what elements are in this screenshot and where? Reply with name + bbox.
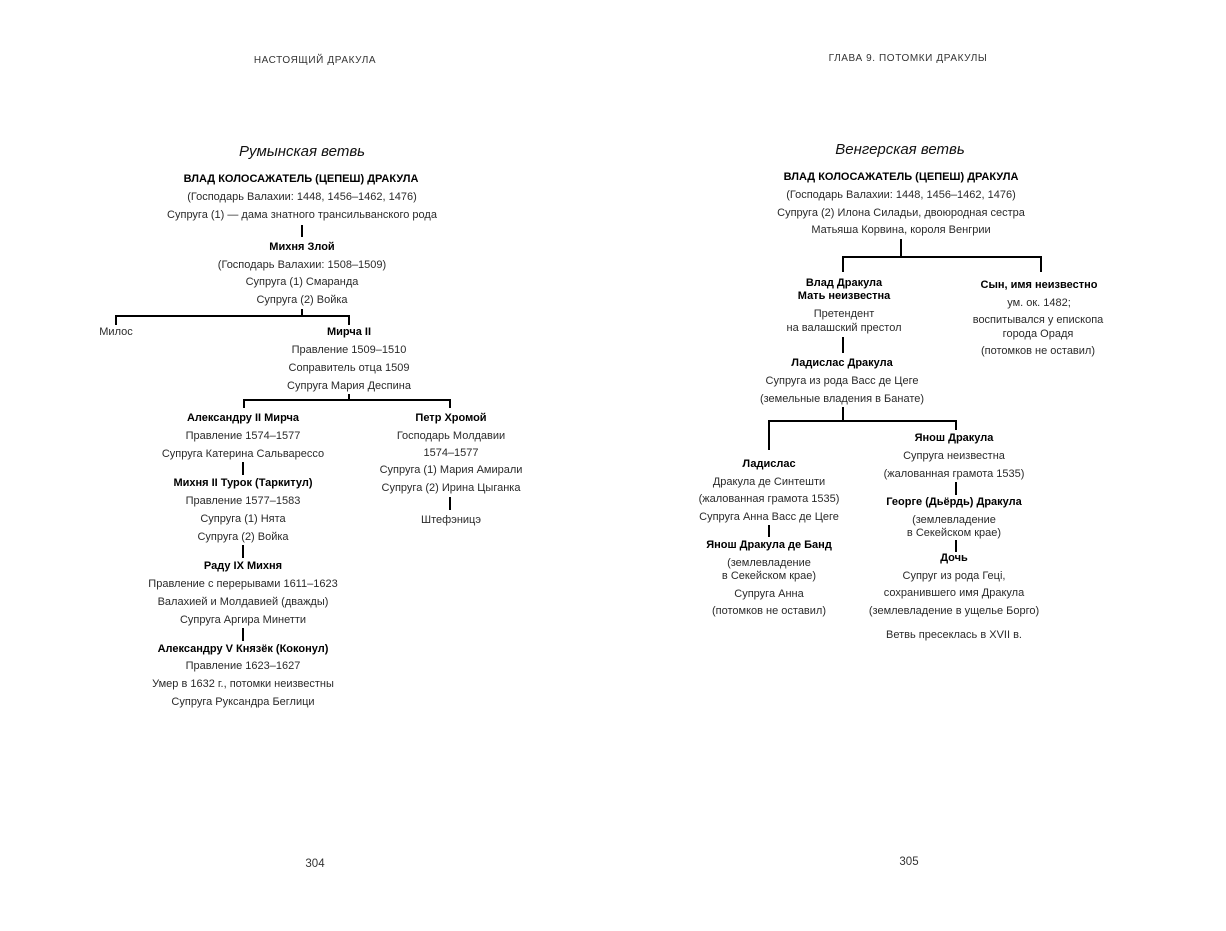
mihnea2-reign: Правление 1577–1583 [185,495,301,507]
janos-charter: (жалованная грамота 1535) [883,468,1025,480]
connector-horizontal [768,420,957,422]
vlad-reign: (Господарь Валахии: 1448, 1456–1462, 1476) [187,191,417,203]
ladislas-lands: (земельные владения в Банате) [759,393,925,405]
gyorgy-lands-cont: в Секейском крае) [906,527,1002,539]
running-header-left: НАСТОЯЩИЙ ДРАКУЛА [253,55,377,66]
daughter-name: Дочь [940,552,968,564]
daughter-lands: (землевладение в ущелье Борго) [868,605,1040,617]
alexandru2-reign: Правление 1574–1577 [185,430,301,442]
connector [449,399,451,408]
ladislas2-name: Ладислас [742,458,796,470]
ladislas2-charter: (жалованная грамота 1535) [698,493,840,505]
mihnea-reign: (Господарь Валахии: 1508–1509) [217,259,387,271]
connector [243,399,245,408]
mircea-name: Мирча II [326,326,372,338]
page-number-right: 305 [899,856,919,868]
vlad-son-claim: Претендент [813,308,875,320]
petru-reign: 1574–1577 [423,447,479,459]
ladislas-spouse: Супруга из рода Васс де Цеге [765,375,919,387]
unknown-son-died: ум. ок. 1482; [1007,297,1071,309]
janos-band-no-heirs: (потомков не оставил) [711,605,827,617]
janos-band-spouse: Супруга Анна [734,588,804,600]
unknown-son-city: города Орадя [1002,328,1074,340]
unknown-son-raised: воспитывался у епископа [972,314,1104,326]
connector [115,315,117,325]
vlad-son-mother: Мать неизвестна [797,290,891,302]
mihnea-spouse-1: Супруга (1) Смаранда [245,276,359,288]
ladislas2-spouse: Супруга Анна Васс де Цеге [699,511,839,523]
connector [242,628,244,641]
branch-extinct-note: Ветвь пресеклась в XVII в. [886,629,1022,641]
gyorgy-name: Георге (Дьёрдь) Дракула [886,496,1022,508]
page-number-left: 304 [305,858,325,870]
right-page [613,0,1226,931]
vlad-name: ВЛАД КОЛОСАЖАТЕЛЬ (ЦЕПЕШ) ДРАКУЛА [783,171,1019,183]
alexandru5-reign: Правление 1623–1627 [185,660,301,672]
alexandru2-spouse: Супруга Катерина Сальварессо [161,448,325,460]
connector [242,462,244,475]
milos-name: Милос [99,326,133,338]
vlad-son-claim-cont: на валашский престол [786,322,902,334]
connector [842,337,844,353]
radu-reign: Правление с перерывами 1611–1623 [148,578,338,590]
radu-name: Раду IX Михня [203,560,283,572]
vlad-name: ВЛАД КОЛОСАЖАТЕЛЬ (ЦЕПЕШ) ДРАКУЛА [183,173,419,185]
connector-horizontal [115,315,349,317]
running-header-right: ГЛАВА 9. ПОТОМКИ ДРАКУЛЫ [828,53,988,64]
ladislas-name: Ладислас Дракула [791,357,893,369]
connector [1040,256,1042,272]
petru-name: Петр Хромой [415,412,487,424]
mihnea-spouse-2: Супруга (2) Войка [256,294,348,306]
vlad-spouse-cont: Матьяша Корвина, короля Венгрии [811,224,991,236]
connector [449,497,451,510]
janos-name: Янош Дракула [914,432,994,444]
connector [955,482,957,495]
alexandru5-death: Умер в 1632 г., потомки неизвестны [152,678,334,690]
vlad-spouse: Супруга (1) — дама знатного трансильванского рода [167,209,437,221]
alexandru5-name: Александру V Князёк (Коконул) [157,643,329,655]
radu-realms: Валахией и Молдавией (дважды) [157,596,329,608]
daughter-spouse: Супруг из рода Гецi, [902,570,1006,582]
connector [955,420,957,430]
connector-horizontal [243,399,451,401]
connector-horizontal [842,256,1042,258]
gyorgy-lands: (землевладение [912,514,996,526]
mircea-reign: Правление 1509–1510 [291,344,407,356]
connector [768,525,770,537]
connector [768,420,770,450]
connector [301,225,303,237]
ladislas2-title: Дракула де Синтешти [712,476,826,488]
mircea-spouse: Супруга Мария Деспина [287,380,411,392]
alexandru5-spouse: Супруга Руксандра Беглици [171,696,315,708]
petru-title: Господарь Молдавии [396,430,506,442]
janos-spouse: Супруга неизвестна [903,450,1005,462]
mihnea2-spouse-1: Супруга (1) Нята [200,513,286,525]
daughter-spouse-cont: сохранившего имя Дракула [883,587,1025,599]
mihnea2-name: Михня II Турок (Таркитул) [173,477,313,489]
janos-band-name: Янош Дракула де Банд [706,539,832,551]
connector [842,256,844,272]
vlad-son-name: Влад Дракула [805,277,883,289]
connector [900,239,902,257]
radu-spouse: Супруга Аргира Минетти [179,614,307,626]
alexandru2-name: Александру II Мирча [186,412,300,424]
connector [348,315,350,325]
janos-band-lands-cont: в Секейском крае) [721,570,817,582]
branch-title-hungarian: Венгерская ветвь [835,141,965,158]
vlad-reign: (Господарь Валахии: 1448, 1456–1462, 1476) [786,189,1016,201]
connector [242,545,244,558]
mihnea2-spouse-2: Супруга (2) Войка [197,531,289,543]
stefanita-name: Штефэницэ [421,514,481,526]
janos-band-lands: (землевладение [727,557,811,569]
branch-title-romanian: Румынская ветвь [238,143,366,160]
connector [842,407,844,421]
petru-spouse-2: Супруга (2) Ирина Цыганка [381,482,521,494]
unknown-son-no-heirs: (потомков не оставил) [980,345,1096,357]
mircea-coruler: Соправитель отца 1509 [288,362,410,374]
vlad-spouse: Супруга (2) Илона Силадьи, двоюродная сестра [777,207,1025,219]
unknown-son-name: Сын, имя неизвестно [980,279,1098,291]
petru-spouse-1: Супруга (1) Мария Амирали [379,464,523,476]
mihnea-name: Михня Злой [269,241,335,253]
